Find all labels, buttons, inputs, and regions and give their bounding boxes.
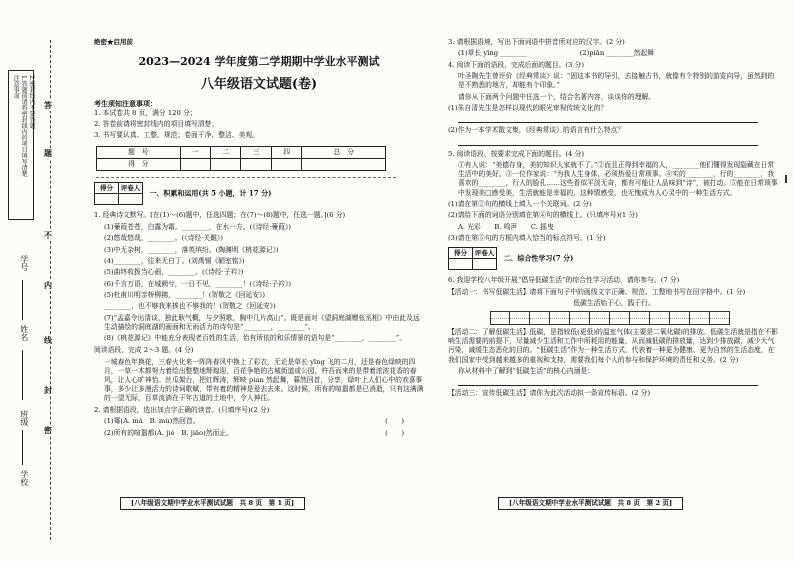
grader-name-label: 评卷人 bbox=[119, 183, 143, 194]
grader-box bbox=[448, 247, 497, 270]
q5-options: A. 光彩 B. 鸣声 C. 摇曳 bbox=[458, 222, 554, 231]
section-1-header bbox=[94, 182, 424, 205]
score-cell[interactable] bbox=[180, 159, 210, 171]
score-table bbox=[96, 146, 386, 171]
notice-title: 注意事项 bbox=[12, 75, 20, 99]
q1-line: (2)悠哉悠哉，________。(《诗经·关雎》) bbox=[104, 234, 224, 243]
student-number-field[interactable] bbox=[22, 280, 23, 320]
score-cell[interactable] bbox=[241, 159, 271, 171]
school-label: 学校 bbox=[19, 470, 29, 486]
q3-answers bbox=[448, 49, 780, 58]
answer-paren[interactable]: ( ) bbox=[385, 417, 404, 426]
grader-score-cell[interactable] bbox=[449, 259, 473, 270]
q1-line: (6)千言万语，在城阙兮，一日不见，________！(《诗经·子衿》) bbox=[104, 279, 292, 288]
student-number-label: 学号 bbox=[19, 255, 29, 271]
activity-1: 【活动一：书写低碳生活】请将下面句子中的画线文字正确、规范、工整地书写在田字格中。(1 分) bbox=[448, 287, 746, 296]
q4-passage: 叶圣陶先生曾评价《经典常谈》说：“固这本书的导引，去接触古书，就像有个特别的游览向导，虽然到的是不熟悉的地方，却能有个印象。” bbox=[458, 72, 775, 90]
answer-line[interactable] bbox=[458, 378, 758, 386]
notice-line-2: 2.密封线内不要答题 bbox=[28, 75, 36, 129]
reading-passage: 一城春色年换花，三春火化来一阵阵春风中换上了彩衣，无论是草长 yīng 飞的二月，还是春色绿映的四月，一草一木都努力着绘出整整地辉煌迎，百花争艳的古城街道或公园，杵吾而来的是带着浓浓花香的春风，让人心旷神怡。丝瓜架台，把红辉涛，辉映 pián 然起舞，暮然回首，分享，绿叶上人们心中的欢喜事事，多少让多漫活力的诗词歌赋，带有着的精神是爱去去来。这时候，所有的喧嚣都是已消逝，只有这满满的一望无际，百草流淌在干年古道的土地中，令人神往。 bbox=[104, 357, 424, 403]
seal-char: 答 bbox=[44, 100, 52, 110]
q2-b-text: (2)所有的喧嚣都(A. jié B. jiǎo)然而止。 bbox=[104, 428, 233, 437]
section-1-title: 一、积累和运用(共 5 小题，计 17 分) bbox=[149, 188, 272, 198]
q4-option-2: (2)作为一本学术散文集，《经典常谈》的语言有什么特点？ bbox=[448, 126, 625, 135]
grader-score-label: 得分 bbox=[449, 248, 473, 259]
q4-task: 请你从下面两个问题中任选一个，结合名著内容，谈谈你的理解。 bbox=[458, 92, 656, 101]
score-cell[interactable] bbox=[302, 159, 386, 171]
q1-line: (7)“孟嘉令出清谈，独此耿气概，与夕照歌，胸中几片高山”。既是面对《望洞庭湖赠张丞相》中由此及远生动描绘的洞庭湖的画面和无雨活力的诗句是“________，________”。 bbox=[104, 313, 420, 331]
q2-a-text: (1)骞(A. mà B. mù)然回首。 bbox=[104, 417, 200, 426]
answer-line[interactable] bbox=[458, 138, 758, 146]
q5-part-1: (1)请在第②句的横线上填入一个关联词。(2 分) bbox=[448, 199, 592, 208]
score-header: 二 bbox=[211, 147, 241, 159]
activity-3: 【活动三：宣传低碳生活】请你为此次活动拟一条宣传标语。(2 分) bbox=[448, 389, 651, 398]
question-6: 6. 我迎学校八年级开展“倡导低碳生活”的综合性学习活动，请你参与。(7 分) bbox=[448, 276, 680, 285]
question-3: 3. 请根据语境，写出下面词语中拼音所对应的汉字。(2 分) bbox=[448, 38, 625, 46]
name-field[interactable] bbox=[22, 350, 23, 400]
score-header: 三 bbox=[241, 147, 271, 159]
activity-1-text: 低碳生活始于心，践于行。 bbox=[573, 298, 655, 307]
q5-passage: ①有人说：“美德存身，美的知识人家就不了。”②而且正得到幸福的人，________他们懂得发现隐藏在日常生活中的美好。③一位作家说：“为我人生身体，必须热爱日常琐事。④实的________，行的________，我喜欢的________，行人的脸孔……这些看似平淡无奇，都有可能让人品味到“诗”，被打动。⑤能在日常琐事中发现美□感受美，生活就能是幸福的，这种情感受，也无愧成为人心灵中的一种生活方式。 bbox=[458, 161, 778, 197]
score-header: 四 bbox=[271, 147, 301, 159]
answer-paren[interactable]: ( ) bbox=[385, 428, 404, 437]
score-cell[interactable] bbox=[271, 159, 301, 171]
q1-line: (8)《桃花源记》中能充分表现老百姓的生活，怡有所依的和乐情景的语句是“________，________”。 bbox=[104, 334, 407, 343]
tianzige-grid[interactable] bbox=[490, 311, 780, 325]
q5-part-3: (3)请在第⑤句的方框内填入恰当的标点符号。(1 分) bbox=[448, 234, 606, 242]
q1-line: (5)曲终收拨当心画，________。(《诗经·子衿》) bbox=[104, 268, 244, 277]
grader-box bbox=[94, 182, 143, 205]
class-field[interactable] bbox=[22, 430, 23, 465]
binding-margin bbox=[0, 0, 92, 561]
note-item: 3. 书写要认真、工整、规范；卷面干净、整洁、美观。 bbox=[94, 131, 259, 140]
seal-char: 封 bbox=[44, 385, 52, 395]
seal-char: 密 bbox=[44, 425, 52, 435]
secret-mark: 绝密★启用前 bbox=[94, 38, 133, 46]
question-4: 4. 阅读下面的语段，完成后面的题目。(3 分) bbox=[448, 60, 584, 69]
seal-char: 线 bbox=[44, 335, 52, 345]
q1-line: (1)蒹葭苍苍，白露为霜。________，在水一方。(《诗经·蒹葭》) bbox=[104, 222, 292, 231]
q1-line: (5)杜甫川明亲桥柳拂，________！(贺敬之《回延安》) bbox=[104, 291, 266, 299]
grader-name-cell[interactable] bbox=[473, 259, 497, 270]
score-cell[interactable] bbox=[211, 159, 241, 171]
exam-subtitle: 八年级语文试题(卷) bbox=[200, 76, 318, 92]
section-2-title: 二、综合性学习(7 分) bbox=[503, 253, 574, 263]
section-2-header bbox=[448, 247, 780, 270]
question-2: 2. 请根据语段，选出加点字正确的读音。(只填序号)(2 分) bbox=[94, 405, 270, 414]
exam-title: 2023—2024 学年度第二学期期中学业水平测试 bbox=[138, 54, 380, 68]
q1-line: (4)________，往来无白丁。(刘禹锡《陋室铭》) bbox=[104, 256, 245, 265]
q5-part-2: (2)请给下面的词语分别填在第④句的横线上。(只填序号)(1 分) bbox=[448, 211, 638, 220]
q3-b[interactable]: (2)piān ________然起舞 bbox=[579, 49, 654, 58]
score-header: 一 bbox=[180, 147, 210, 159]
q3-a[interactable]: (1)草长 yīng ________ bbox=[458, 49, 528, 58]
score-header: 总 分 bbox=[302, 147, 386, 159]
q4-option-1: (1)朱自清先生是怎样以现代的眼光审视传统文化的？ bbox=[448, 103, 608, 112]
seal-char: 不 bbox=[44, 230, 52, 240]
q1-line: ________，也不够我来挨也不够我的！(贺敬之《回延安》) bbox=[104, 302, 276, 311]
note-item: 2. 答卷前请将密封线内的项目填写清楚； bbox=[94, 119, 219, 128]
q2-option-1 bbox=[94, 417, 424, 426]
score-header: 题 号 bbox=[97, 147, 181, 159]
grader-name-label: 评卷人 bbox=[473, 248, 497, 259]
footer-page-1: [八年级语文期中学业水平测试试题 共 8 页 第 1 页] bbox=[120, 497, 305, 510]
notice-line-1: 1.答题前请将密封线内的项目填写清楚 bbox=[20, 75, 28, 177]
q2-option-2 bbox=[94, 429, 424, 438]
notice-box bbox=[8, 70, 34, 220]
q1-line: (3)中无杂树，________，落英缤纷。(陶渊明《桃花源记》) bbox=[104, 245, 279, 254]
grader-score-cell[interactable] bbox=[95, 194, 119, 205]
grader-name-cell[interactable] bbox=[119, 194, 143, 205]
reading-heading: 阅读语段，完成 2～3 题。(4 分) bbox=[94, 346, 194, 355]
edge-mark bbox=[785, 175, 787, 183]
page-2-column bbox=[448, 38, 780, 401]
footer-page-2: [八年级语文期中学业水平测试试题 共 8 页 第 2 页] bbox=[498, 497, 683, 510]
grader-score-label: 得分 bbox=[95, 183, 119, 194]
name-label: 姓名 bbox=[19, 325, 29, 341]
note-item: 1. 本试卷共 8 页，满分 120 分； bbox=[94, 108, 197, 117]
class-label: 班级 bbox=[19, 410, 29, 426]
seal-char: 题 bbox=[44, 148, 52, 158]
page-1-column bbox=[94, 38, 424, 440]
activity-2-task: 你从材料中了解到“低碳生活”的核心内涵是： bbox=[458, 366, 595, 375]
answer-line[interactable] bbox=[458, 115, 758, 123]
score-row-label: 得 分 bbox=[97, 159, 181, 171]
activity-2: 【活动二：了解低碳生活】低碳，是指较低(更低)的温室气体(主要是二氧化碳)的排放。低碳生活就是指在不影响生活需要的前提下，尽量减少生活和工作中所耗用的能量，从而减低碳的排放量，达到少排放碳，减少大气污染，减缓生态恶化的目的。“低碳生活”作为一种生活方式，代表着一种更为健康、更为自然的生活态度，在我们国家中受到越来越多的重视和支持，需要我们每个人的参与和保护环境的责任和义务。(2 分) bbox=[448, 328, 779, 364]
question-5: 5. 阅读语段，按要求完成下面的题目。(4 分) bbox=[448, 149, 584, 158]
question-1: 1. 经典诗文默写。[在(1)～(6)题中，任选四题；在(7)～(8)题中，任选一题。](6 分) bbox=[94, 211, 346, 220]
divider bbox=[96, 177, 396, 178]
seal-char: 内 bbox=[44, 280, 52, 290]
notes-heading: 考生须知注意事项： bbox=[94, 99, 157, 109]
